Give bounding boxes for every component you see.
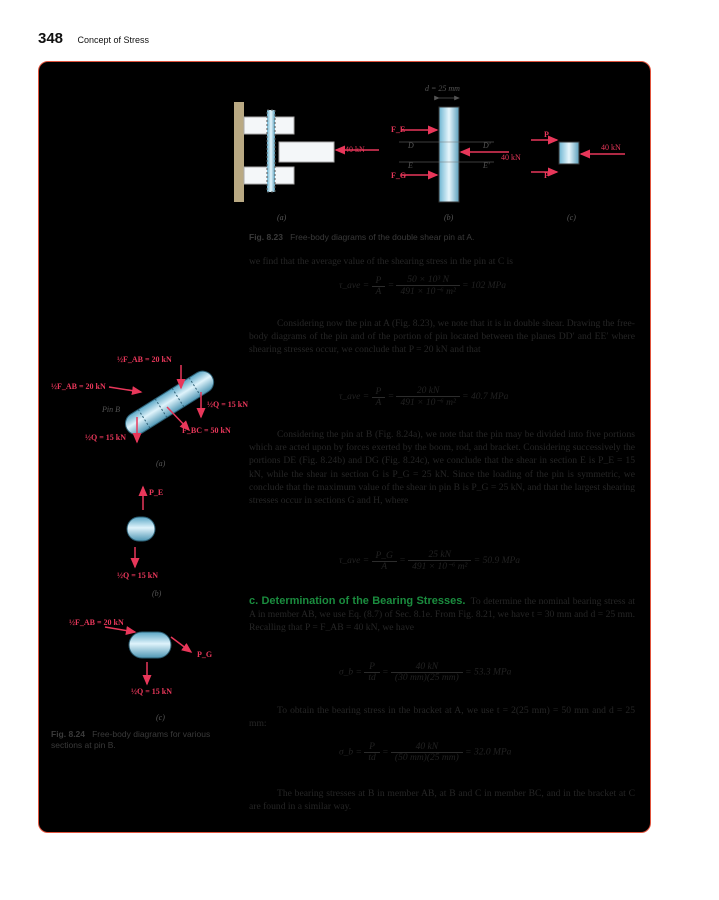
eq1-lhs: τ_ave = <box>339 281 370 292</box>
eq2-num2: 20 kN <box>396 386 459 397</box>
fig-8-24b <box>117 487 163 598</box>
pin-segment <box>559 142 579 164</box>
a-fab-left-label: ½F_AB = 20 kN <box>51 382 106 391</box>
b-q-label: ½Q = 15 kN <box>117 571 159 580</box>
eq2-num1: P <box>372 387 386 398</box>
eq2-frac2 <box>396 386 459 408</box>
eq3-frac1 <box>372 551 397 572</box>
fig-8-24-label: Fig. 8.24 <box>51 729 86 739</box>
label-e: E <box>408 161 413 170</box>
fg-label: F_G <box>391 171 407 180</box>
force-label-a: 40 kN <box>345 145 365 154</box>
p6-text: The bearing stresses at B in member AB, at B and C in member BC, and in the bracket at C are found in a similar way. <box>249 788 635 813</box>
eq4-num2: 40 kN <box>391 662 463 673</box>
eq4-den2: (30 mm)(25 mm) <box>394 673 459 683</box>
fe-label: F_E <box>391 125 406 134</box>
paragraph-2 <box>249 317 635 357</box>
sub-label-c: (c) <box>567 213 576 222</box>
sub-label-a: (a) <box>277 213 287 222</box>
eq2-den2: 491 × 10⁻⁶ m² <box>400 398 456 408</box>
eq1-den1: A <box>375 286 382 297</box>
eq3-num2: 25 kN <box>408 550 471 561</box>
eq3-den2: 491 × 10⁻⁶ m² <box>412 562 468 572</box>
a-fab-top-label: ½F_AB = 20 kN <box>117 355 172 364</box>
eq1-num2: 50 × 10³ N <box>396 275 459 286</box>
p-label-top: P <box>544 130 549 139</box>
page-header <box>38 30 149 48</box>
dark-content-panel <box>38 61 651 833</box>
a-fbc-label: F_BC = 50 kN <box>182 426 231 435</box>
eq2-frac1 <box>372 387 386 408</box>
fig-8-23-caption <box>249 232 474 242</box>
p3-text: Considering the pin at B (Fig. 8.24a), we note that the pin may be divided into five portions which are acted upon by forces exerted by the boom, rod, and bracket. Considering successively the portions DE (Fig. 8.24b) and DG (Fig. 8.24c), we conclude that the shear in section E is P_E = 15 kN, while the shear in section G is P_G = 25 kN. Since the loading of the pin is symmetric, we conclude that the maximum value of the shear in pin B is P_G = 25 kN, and that the largest shearing stresses occur in sections G and H, where <box>249 429 635 507</box>
a-q-right-label: ½Q = 15 kN <box>207 400 249 409</box>
eq3-num1: P_G <box>372 551 397 562</box>
force-label-b: 40 kN <box>501 153 521 162</box>
fig-8-24a <box>51 355 248 468</box>
fig-8-24c <box>69 618 212 722</box>
paragraph-3 <box>249 428 635 507</box>
fig-8-23-text: Free-body diagrams of the double shear pin at A. <box>290 232 475 242</box>
label-d: D <box>408 141 414 150</box>
fig-8-24-caption <box>51 729 231 751</box>
paragraph-6 <box>249 787 635 813</box>
pe-label: P_E <box>149 488 164 497</box>
eq4-den1: td <box>368 673 376 683</box>
p4-text: To determine the nominal bearing stress at A in member AB, we use Eq. (8.7) of Sec. 8.1e. From Fig. 8.21, we have t = 30 mm and d = 25 mm. Recalling that P = F_AB = 40 kN, we have <box>249 596 636 634</box>
label-dp: D' <box>483 141 491 150</box>
eq4-num1: P <box>364 662 379 673</box>
dim-label: d = 25 mm <box>425 84 460 93</box>
pin-a-body <box>439 107 459 202</box>
eq5-den1: td <box>368 753 376 763</box>
fig-8-23b <box>391 84 521 222</box>
eq5-lhs: σ_b = <box>339 747 362 758</box>
equation-2: τ_ave = $\frac{P}{A}$ = $\frac{20 kN}{\text{491 × 10⁻⁶ m²}}$ = 40.7 MPa <box>339 386 509 408</box>
eq3-frac2 <box>408 550 471 572</box>
pin-portion-dg <box>129 632 171 658</box>
paragraph-5 <box>249 704 635 730</box>
sub-label-24c: (c) <box>156 713 165 722</box>
pg-label: P_G <box>197 650 213 659</box>
fab-left-arrow <box>109 387 141 392</box>
pg-arrow <box>171 637 191 652</box>
c-fab-arrow <box>105 627 135 632</box>
c-fab-label: ½F_AB = 20 kN <box>69 618 124 627</box>
eq4-result: = 53.3 MPa <box>465 667 512 678</box>
section-heading: c. Determination of the Bearing Stresses. <box>249 595 466 607</box>
sub-label-24a: (a) <box>156 459 166 468</box>
eq4-lhs: σ_b = <box>339 667 362 678</box>
p5-text: To obtain the bearing stress in the bracket at A, we use t = 2(25 mm) = 50 mm and d = 25 mm: <box>249 705 635 730</box>
sub-label-b: (b) <box>444 213 454 222</box>
eq4-frac2 <box>391 662 463 683</box>
fig-8-24-text: Free-body diagrams for various sections at pin B. <box>51 729 211 750</box>
paragraph-1 <box>249 255 635 268</box>
fig-8-23c <box>531 130 625 222</box>
eq5-num1: P <box>364 742 379 753</box>
pin-b-label: Pin B <box>102 405 120 414</box>
eq1-frac1 <box>372 276 386 297</box>
pin-portion-de <box>127 517 155 541</box>
eq2-lhs: τ_ave = <box>339 392 370 403</box>
p1-text: we find that the average value of the shearing stress in the pin at C is <box>249 256 514 267</box>
eq5-frac1 <box>364 742 379 763</box>
p-label-bottom: P <box>544 171 549 180</box>
eq1-result: = 102 MPa <box>462 281 507 292</box>
eq1-den2: 491 × 10⁻⁶ m² <box>400 287 456 297</box>
p2-text: Considering now the pin at A (Fig. 8.23), we note that it is in double shear. Drawing the free-body diagrams of the pin and of the portion of pin located between the planes DD′ and EE′ where shearing stresses occur, we conclude that P = 20 kN and that <box>249 318 635 356</box>
equation-1: τ_ave = $\frac{P}{A}$ = $\frac{\text{50 × 10³ N}}{\text{491 × 10⁻⁶ m²}}$ = 102 MPa <box>339 275 507 297</box>
eq5-frac2 <box>391 742 463 763</box>
eq3-result: = 50.9 MPa <box>473 556 521 567</box>
paragraph-4 <box>249 595 635 635</box>
equation-5: σ_b = $\frac{P}{td}$ = $\frac{40 kN}{(50 mm)(25 mm)}$ = 32.0 MPa <box>339 742 512 763</box>
fig-8-23-label: Fig. 8.23 <box>249 232 284 242</box>
eq5-num2: 40 kN <box>391 742 463 753</box>
wall-plate <box>234 102 244 202</box>
sub-label-24b: (b) <box>152 589 162 598</box>
force-label-c: 40 kN <box>601 143 621 152</box>
eq3-lhs: τ_ave = <box>339 556 370 567</box>
c-q-label: ½Q = 15 kN <box>131 687 173 696</box>
eq4-frac1 <box>364 662 379 683</box>
eq5-result: = 32.0 MPa <box>465 747 512 758</box>
eq3-den1: A <box>381 561 388 572</box>
page-number: 348 <box>38 30 64 47</box>
fig-8-23a <box>234 102 379 222</box>
member-ab <box>279 142 334 162</box>
eq5-den2: (50 mm)(25 mm) <box>394 753 459 763</box>
pin-a <box>267 110 275 192</box>
eq2-den1: A <box>375 397 382 408</box>
label-ep: E' <box>483 161 490 170</box>
equation-3: τ_ave = $\frac{P\_G}{A}$ = $\frac{25 kN}{\text{491 × 10⁻⁶ m²}}$ = 50.9 MPa <box>339 550 521 572</box>
eq1-frac2 <box>396 275 459 297</box>
running-title: Concept of Stress <box>77 35 150 45</box>
eq1-num1: P <box>372 276 386 287</box>
equation-4: σ_b = $\frac{P}{td}$ = $\frac{40 kN}{(30 mm)(25 mm)}$ = 53.3 MPa <box>339 662 512 683</box>
a-q-left-label: ½Q = 15 kN <box>85 433 127 442</box>
eq2-result: = 40.7 MPa <box>462 392 509 403</box>
